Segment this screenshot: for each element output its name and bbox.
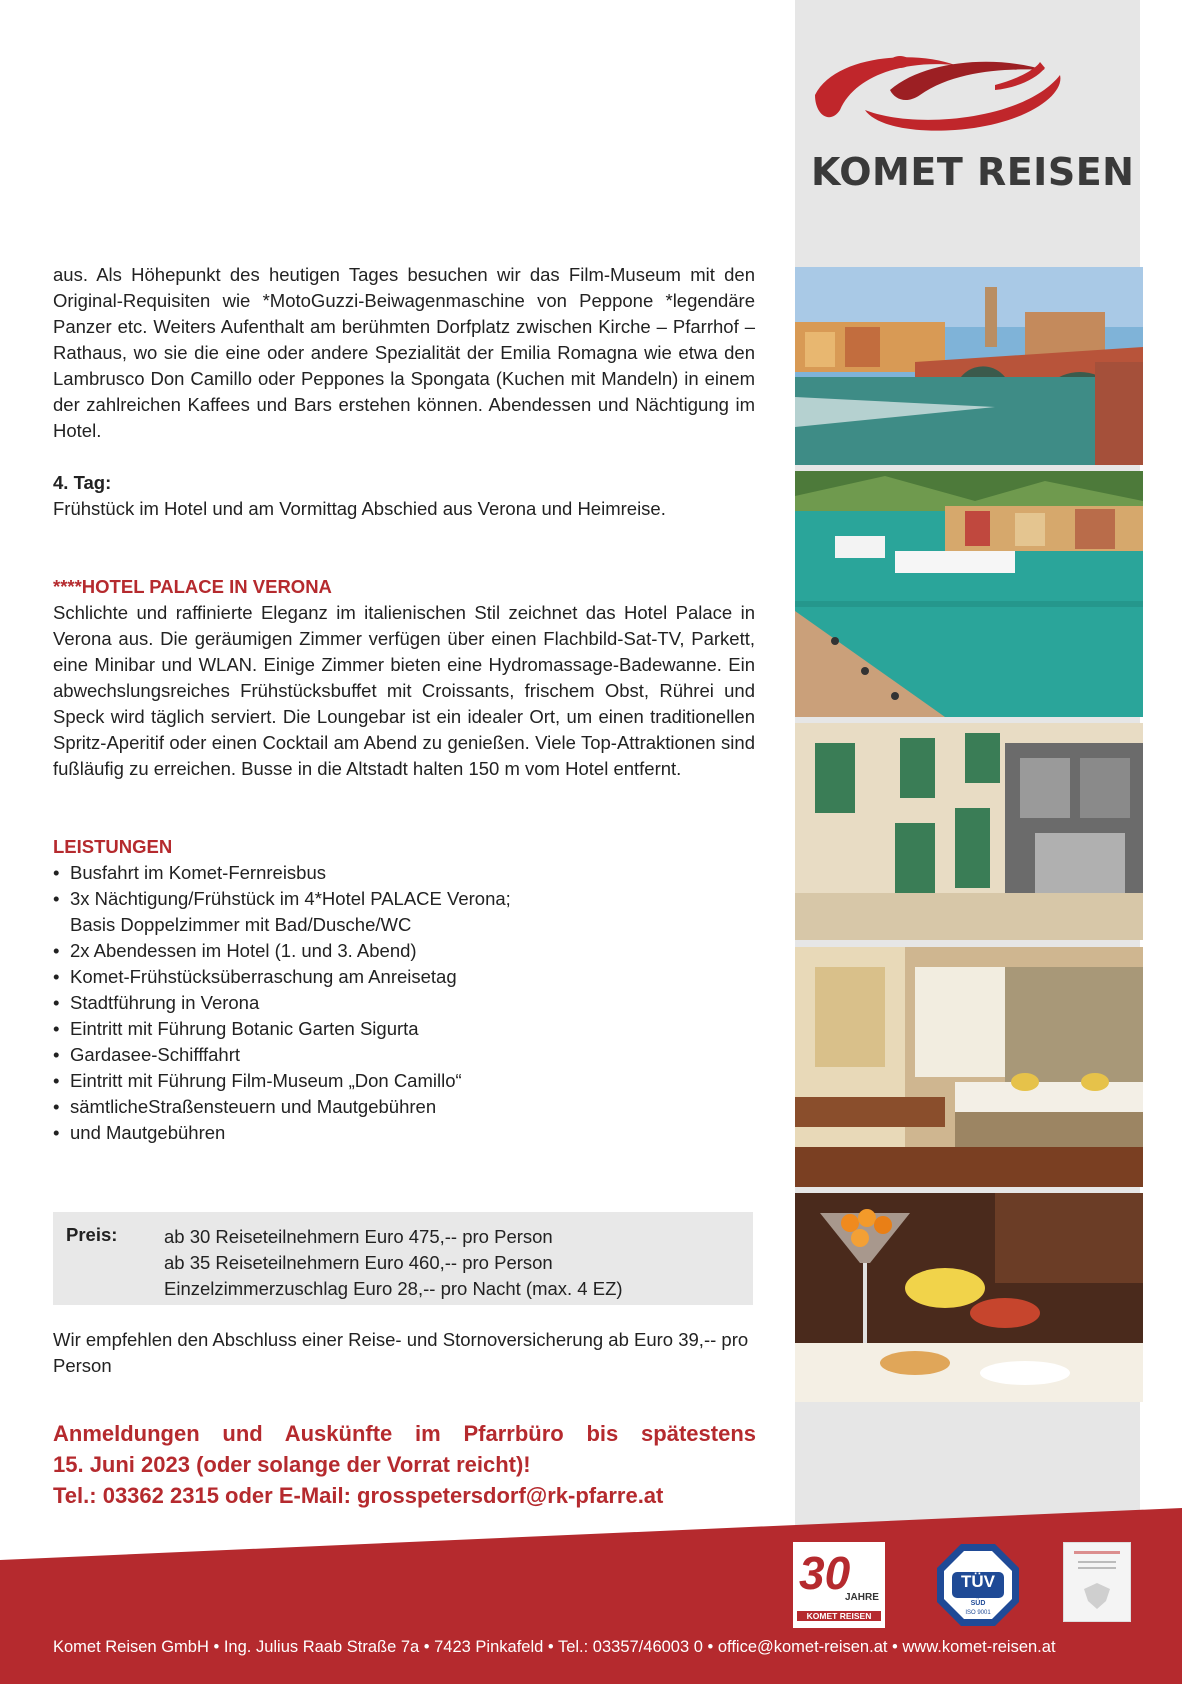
service-item: • 2x Abendessen im Hotel (1. und 3. Abend) <box>53 938 755 964</box>
tuv-sub-label: SÜD <box>970 1600 986 1607</box>
service-item: • Eintritt mit Führung Botanic Garten Sigurta <box>53 1016 755 1042</box>
anniversary-badge <box>793 1542 885 1628</box>
komet-reisen-logo <box>795 0 1140 245</box>
eagle-seal-icon <box>1064 1543 1130 1621</box>
service-item: • Komet-Frühstücksüberraschung am Anreisetag <box>53 964 755 990</box>
contact-line-2: 15. Juni 2023 (oder solange der Vorrat reicht)! <box>53 1452 531 1477</box>
photo-verona-bridge <box>795 267 1143 465</box>
registration-contact <box>53 1418 756 1511</box>
tuv-label: TÜV <box>961 1572 995 1591</box>
hotel-title: ****HOTEL PALACE IN VERONA <box>53 576 332 597</box>
price-line: ab 30 Reiseteilnehmern Euro 475,-- pro Person <box>164 1226 553 1247</box>
family-friendly-certificate <box>1063 1542 1131 1622</box>
brand-name: KOMET REISEN <box>811 150 1135 194</box>
service-item: • Eintritt mit Führung Film-Museum „Don Camillo“ <box>53 1068 755 1094</box>
service-item: • Busfahrt im Komet-Fernreisbus <box>53 860 755 886</box>
services-list <box>53 860 755 1146</box>
service-item: • Stadtführung in Verona <box>53 990 755 1016</box>
anniversary-brand: KOMET REISEN <box>797 1611 881 1621</box>
main-content <box>53 262 755 1146</box>
service-item: • und Mautgebühren <box>53 1120 755 1146</box>
services-title: LEISTUNGEN <box>53 836 173 857</box>
insurance-recommendation: Wir empfehlen den Abschluss einer Reise- und Stornoversicherung ab Euro 39,-- pro Person <box>53 1329 749 1376</box>
iso-label: ISO 9001 <box>965 1610 991 1616</box>
day4-text: Frühstück im Hotel und am Vormittag Abschied aus Verona und Heimreise. <box>53 498 666 519</box>
price-line: Einzelzimmerzuschlag Euro 28,-- pro Nacht (max. 4 EZ) <box>164 1278 623 1299</box>
contact-line-3[interactable]: Tel.: 03362 2315 oder E-Mail: grosspetersdorf@rk-pfarre.at <box>53 1483 664 1508</box>
photo-hotel-room <box>795 947 1143 1187</box>
service-item-continuation: Basis Doppelzimmer mit Bad/Dusche/WC <box>70 914 412 935</box>
price-label: Preis: <box>66 1224 118 1245</box>
photo-breakfast-buffet <box>795 1193 1143 1402</box>
logo-swoosh-icon <box>795 0 1140 245</box>
service-item: • sämtlicheStraßensteuern und Mautgebühren <box>53 1094 755 1120</box>
service-item: • 3x Nächtigung/Frühstück im 4*Hotel PALACE Verona; <box>53 886 755 912</box>
footer-company-info: Komet Reisen GmbH • Ing. Julius Raab Straße 7a • 7423 Pinkafeld • Tel.: 03357/46003 0 • office@komet-reisen.at • www.komet-reisen.at <box>53 1638 1056 1656</box>
contact-line-1: Anmeldungen und Auskünfte im Pfarrbüro bis spätestens <box>53 1421 756 1446</box>
intro-paragraph: aus. Als Höhepunkt des heutigen Tages besuchen wir das Film-Museum mit den Original-Requisiten wie *MotoGuzzi-Beiwagenmaschine von Peppone *legendäre Panzer etc. Weiters Aufenthalt am berühmten Dorfplatz zwischen Kirche – Pfarrhof – Rathaus, wo sie die eine oder andere Spezialität der Emilia Romagna wie etwa den Lambrusco Don Camillo oder Peppones la Spongata (Kuchen mit Mandeln) in einem der zahlreichen Kaffees und Bars erstehen können. Abendessen und Nächtigung im Hotel. <box>53 264 755 441</box>
anniversary-word: JAHRE <box>845 1592 879 1603</box>
day4-title: 4. Tag: <box>53 472 112 493</box>
photo-brescello-building <box>795 723 1143 940</box>
hotel-description: Schlichte und raffinierte Eleganz im italienischen Stil zeichnet das Hotel Palace in Verona aus. Die geräumigen Zimmer verfügen über einen Flachbild-Sat-TV, Parkett, eine Minibar und WLAN. Einige Zimmer bieten eine Hydromassage-Badewanne. Ein abwechslungsreiches Frühstücksbuffet mit Croissants, frischem Obst, Rührei und Speck wird täglich serviert. Die Loungebar ist ein idealer Ort, um einen traditionellen Spritz-Aperitif oder einen Cocktail am Abend zu genießen. Viele Top-Attraktionen sind fußläufig zu erreichen. Busse in die Altstadt halten 150 m vom Hotel entfernt. <box>53 602 755 779</box>
anniversary-number: 30 <box>799 1547 851 1599</box>
service-item: • Gardasee-Schifffahrt <box>53 1042 755 1068</box>
photo-lake-garda <box>795 471 1143 717</box>
tuv-badge <box>935 1542 1021 1628</box>
price-line: ab 35 Reiseteilnehmern Euro 460,-- pro Person <box>164 1252 553 1273</box>
price-box <box>53 1212 753 1305</box>
price-lines <box>164 1224 623 1302</box>
